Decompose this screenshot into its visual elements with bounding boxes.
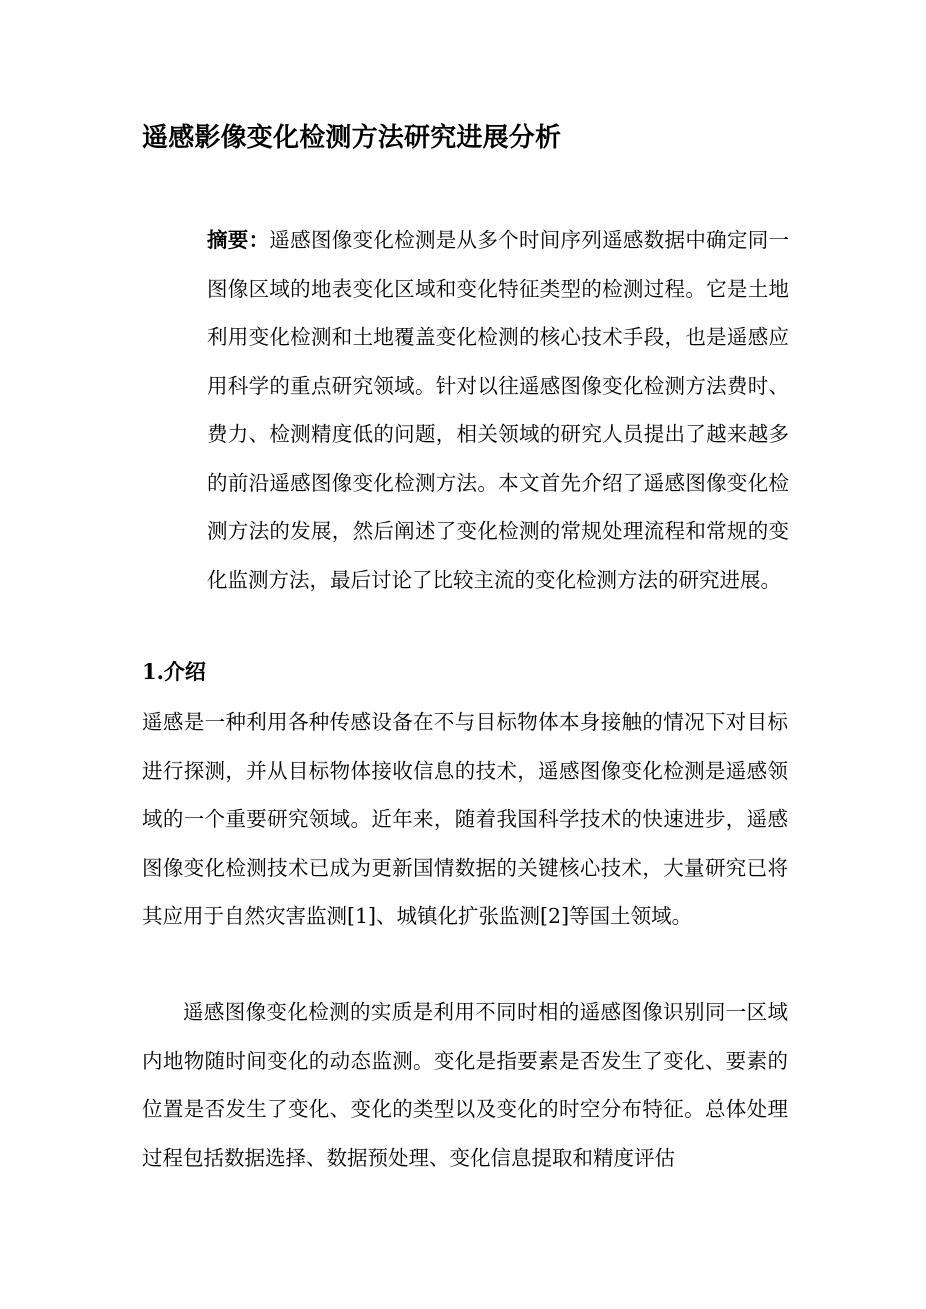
body-paragraph: 遥感是一种利用各种传感设备在不与目标物体本身接触的情况下对目标进行探测，并从目标物体接收信息的技术，遥感图像变化检测是遥感领域的一个重要研究领域。近年来，随着我国科学技术的快速进步，遥感图像变化检测技术已成为更新国情数据的关键核心技术，大量研究已将其应用于自然灾害监测[1]、城镇化扩张监测[2]等国土领域。 <box>142 710 788 928</box>
body-paragraph: 遥感图像变化检测的实质是利用不同时相的遥感图像识别同一区域内地物随时间变化的动态监测。变化是指要素是否发生了变化、要素的位置是否发生了变化、变化的类型以及变化的时空分布特征。总体处理过程包括数据选择、数据预处理、变化信息提取和精度评估 <box>142 1000 788 1170</box>
section-heading-introduction: 1.介绍 <box>142 659 206 684</box>
abstract-label: 摘要： <box>207 228 270 252</box>
document-title: 遥感影像变化检测方法研究进展分析 <box>142 123 562 153</box>
abstract-block <box>207 216 789 604</box>
abstract-text: 遥感图像变化检测是从多个时间序列遥感数据中确定同一图像区域的地表变化区域和变化特征类型的检测过程。它是土地利用变化检测和土地覆盖变化检测的核心技术手段，也是遥感应用科学的重点研究领域。针对以往遥感图像变化检测方法费时、费力、检测精度低的问题，相关领域的研究人员提出了越来越多的前沿遥感图像变化检测方法。本文首先介绍了遥感图像变化检测方法的发展，然后阐述了变化检测的常规处理流程和常规的变化监测方法，最后讨论了比较主流的变化检测方法的研究进展。 <box>207 228 790 592</box>
